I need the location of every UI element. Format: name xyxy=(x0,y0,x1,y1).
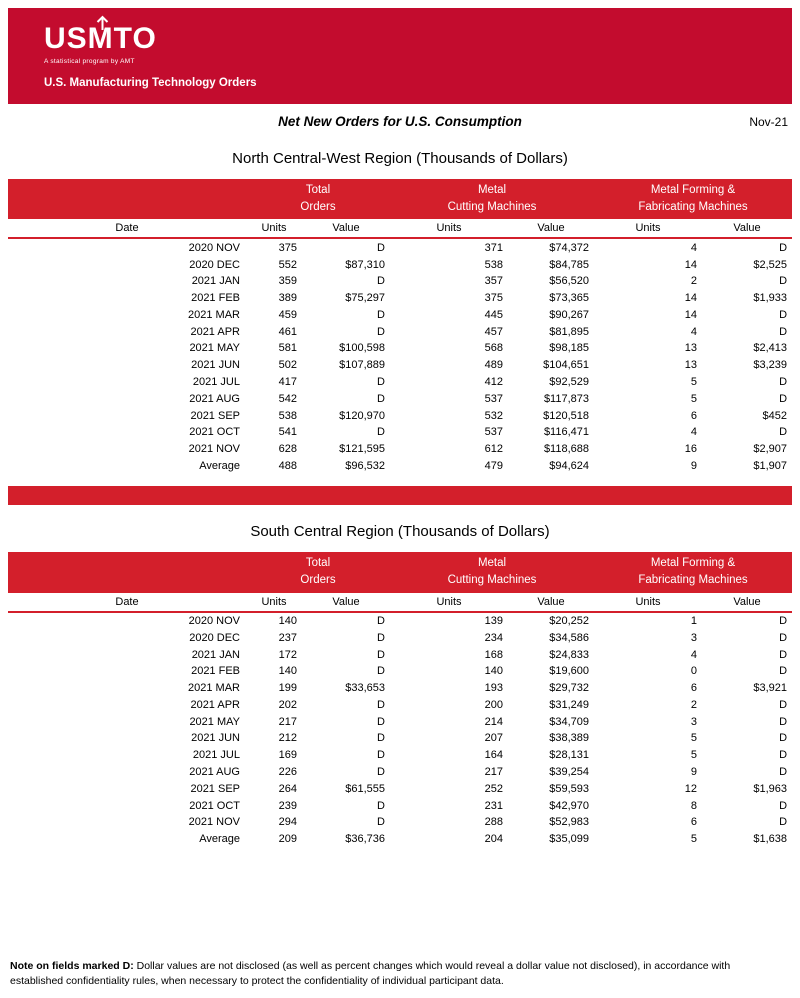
cell-total-units: 199 xyxy=(278,682,297,695)
cell-forming-value: D xyxy=(779,766,788,779)
up-arrow-icon xyxy=(95,14,110,36)
cell-total-value: D xyxy=(377,615,385,628)
cell-forming-units: 2 xyxy=(690,275,698,288)
cell-forming-units: 0 xyxy=(690,665,698,678)
report-month-label: Nov-21 xyxy=(749,115,788,129)
cell-date: 2020 DEC xyxy=(189,258,240,271)
col-header-value: Value xyxy=(702,219,792,238)
cell-date: 2020 NOV xyxy=(188,241,240,254)
cell-forming-units: 5 xyxy=(690,732,698,745)
cell-cutting-value: $81,895 xyxy=(549,325,590,338)
cell-forming-value: $3,239 xyxy=(753,359,788,372)
table-row xyxy=(8,407,792,424)
cell-date: 2020 DEC xyxy=(189,631,240,644)
cell-total-units: 502 xyxy=(278,359,297,372)
table-row xyxy=(8,764,792,781)
cell-cutting-value: $74,372 xyxy=(549,241,590,254)
orders-table xyxy=(8,552,792,847)
cell-date: 2021 APR xyxy=(190,698,240,711)
cell-forming-value: D xyxy=(779,749,788,762)
cell-forming-value: D xyxy=(779,648,788,661)
cell-forming-units: 6 xyxy=(690,816,698,829)
program-name: U.S. Manufacturing Technology Orders xyxy=(44,77,257,89)
cell-cutting-units: 371 xyxy=(484,241,503,254)
cell-total-value: $96,532 xyxy=(345,459,385,472)
cell-date: Average xyxy=(199,833,240,846)
cell-total-units: 217 xyxy=(278,715,297,728)
cell-forming-value: D xyxy=(779,308,788,321)
cell-cutting-units: 357 xyxy=(484,275,503,288)
cell-total-value: $61,555 xyxy=(345,782,385,795)
cell-total-units: 237 xyxy=(278,631,297,644)
table-row xyxy=(8,797,792,814)
cell-cutting-value: $19,600 xyxy=(549,665,590,678)
cell-forming-units: 1 xyxy=(690,615,698,628)
cell-cutting-value: $117,873 xyxy=(543,392,590,405)
cell-forming-value: $1,907 xyxy=(753,459,788,472)
header-banner xyxy=(8,8,792,104)
average-row xyxy=(8,831,792,848)
cell-forming-value: D xyxy=(779,241,788,254)
table-row xyxy=(8,340,792,357)
cell-cutting-value: $24,833 xyxy=(549,648,590,661)
region-title: South Central Region (Thousands of Dollars) xyxy=(250,523,550,541)
section-divider-band xyxy=(8,486,792,505)
cell-cutting-value: $84,785 xyxy=(549,258,590,271)
cell-forming-value: $452 xyxy=(762,409,788,422)
cell-cutting-units: 204 xyxy=(484,833,503,846)
table-body xyxy=(8,238,792,474)
cell-date: 2021 APR xyxy=(190,325,240,338)
cell-total-units: 169 xyxy=(278,749,297,762)
table-row xyxy=(8,424,792,441)
cell-date: Average xyxy=(199,459,240,472)
cell-cutting-value: $92,529 xyxy=(549,375,590,388)
cell-total-units: 541 xyxy=(278,426,297,439)
cell-total-units: 239 xyxy=(278,799,297,812)
cell-cutting-value: $56,520 xyxy=(549,275,590,288)
cell-cutting-units: 532 xyxy=(484,409,503,422)
cell-forming-value: D xyxy=(779,631,788,644)
cell-total-value: D xyxy=(377,665,385,678)
cell-total-value: D xyxy=(377,799,385,812)
cell-date: 2021 JAN xyxy=(191,648,240,661)
cell-total-value: $87,310 xyxy=(345,258,385,271)
table-row xyxy=(8,713,792,730)
cell-forming-units: 2 xyxy=(690,698,698,711)
cell-date: 2021 AUG xyxy=(189,392,240,405)
group-header-spacer xyxy=(8,552,246,592)
cell-total-value: D xyxy=(377,392,385,405)
cell-forming-units: 6 xyxy=(690,682,698,695)
cell-cutting-units: 234 xyxy=(484,631,503,644)
table-body xyxy=(8,612,792,848)
table-row xyxy=(8,306,792,323)
cell-total-value: $33,653 xyxy=(345,682,385,695)
cell-forming-value: $3,921 xyxy=(753,682,788,695)
cell-cutting-value: $104,651 xyxy=(543,359,590,372)
table-row xyxy=(8,747,792,764)
cell-total-units: 488 xyxy=(278,459,297,472)
cell-forming-value: D xyxy=(779,665,788,678)
table-row xyxy=(8,441,792,458)
cell-cutting-value: $42,970 xyxy=(549,799,590,812)
cell-total-units: 202 xyxy=(278,698,297,711)
table-row xyxy=(8,374,792,391)
cell-total-units: 538 xyxy=(278,409,297,422)
cell-total-value: D xyxy=(377,275,385,288)
cell-date: 2020 NOV xyxy=(188,615,240,628)
region-north-central-west xyxy=(8,150,792,474)
cell-forming-units: 13 xyxy=(684,342,698,355)
doc-title: Net New Orders for U.S. Consumption xyxy=(278,114,522,129)
cell-forming-value: $2,907 xyxy=(753,443,788,456)
cell-forming-units: 5 xyxy=(690,392,698,405)
cell-total-value: $121,595 xyxy=(339,443,385,456)
col-header-units: Units xyxy=(594,593,702,612)
table-row xyxy=(8,238,792,256)
cell-total-units: 209 xyxy=(278,833,297,846)
cell-date: 2021 JUN xyxy=(191,359,240,372)
cell-date: 2021 JUL xyxy=(192,375,240,388)
cell-total-units: 294 xyxy=(278,816,297,829)
col-header-value: Value xyxy=(508,593,594,612)
col-header-date: Date xyxy=(8,219,246,238)
cell-cutting-units: 537 xyxy=(484,426,503,439)
table-row xyxy=(8,780,792,797)
cell-cutting-value: $116,471 xyxy=(543,426,590,439)
table-row xyxy=(8,663,792,680)
group-header-spacer xyxy=(8,179,246,219)
cell-total-value: D xyxy=(377,241,385,254)
cell-date: 2021 MAY xyxy=(189,342,240,355)
cell-total-units: 140 xyxy=(278,665,297,678)
table-row xyxy=(8,629,792,646)
cell-date: 2021 JAN xyxy=(191,275,240,288)
cell-total-value: $120,970 xyxy=(339,409,385,422)
table-row xyxy=(8,730,792,747)
cell-date: 2021 FEB xyxy=(191,292,240,305)
cell-forming-value: D xyxy=(779,715,788,728)
cell-forming-value: $1,963 xyxy=(753,782,788,795)
cell-date: 2021 NOV xyxy=(188,443,240,456)
col-header-value: Value xyxy=(508,219,594,238)
cell-total-units: 359 xyxy=(278,275,297,288)
col-header-units: Units xyxy=(246,219,302,238)
col-header-value: Value xyxy=(302,219,390,238)
cell-total-units: 459 xyxy=(278,308,297,321)
cell-forming-units: 14 xyxy=(684,258,698,271)
cell-cutting-units: 207 xyxy=(484,732,503,745)
cell-cutting-units: 489 xyxy=(484,359,503,372)
cell-total-units: 389 xyxy=(278,292,297,305)
group-header-row xyxy=(8,179,792,219)
group-header-metal-forming: Metal Forming & Fabricating Machines xyxy=(594,552,792,592)
cell-forming-value: $2,525 xyxy=(753,258,788,271)
cell-forming-value: $1,638 xyxy=(753,833,788,846)
cell-forming-units: 5 xyxy=(690,375,698,388)
cell-cutting-units: 252 xyxy=(484,782,503,795)
cell-cutting-units: 375 xyxy=(484,292,503,305)
cell-total-units: 264 xyxy=(278,782,297,795)
cell-forming-units: 6 xyxy=(690,409,698,422)
table-row xyxy=(8,323,792,340)
cell-cutting-value: $39,254 xyxy=(549,766,590,779)
cell-forming-value: D xyxy=(779,325,788,338)
table-row xyxy=(8,357,792,374)
cell-date: 2021 JUL xyxy=(192,749,240,762)
group-header-metal-cutting: Metal Cutting Machines xyxy=(390,552,594,592)
cell-forming-value: $2,413 xyxy=(753,342,788,355)
cell-total-units: 212 xyxy=(278,732,297,745)
cell-forming-value: D xyxy=(779,698,788,711)
cell-forming-units: 5 xyxy=(690,749,698,762)
cell-forming-units: 3 xyxy=(690,715,698,728)
cell-date: 2021 MAR xyxy=(188,682,240,695)
cell-forming-units: 14 xyxy=(684,292,698,305)
note-lead: Note on fields marked D: xyxy=(10,959,134,972)
cell-cutting-units: 139 xyxy=(484,615,503,628)
cell-cutting-units: 412 xyxy=(484,375,503,388)
cell-total-value: D xyxy=(377,698,385,711)
cell-total-units: 172 xyxy=(278,648,297,661)
col-header-units: Units xyxy=(594,219,702,238)
cell-forming-value: D xyxy=(779,392,788,405)
cell-cutting-value: $28,131 xyxy=(549,749,590,762)
cell-forming-units: 9 xyxy=(690,766,698,779)
cell-forming-units: 3 xyxy=(690,631,698,644)
cell-date: 2021 JUN xyxy=(191,732,240,745)
cell-cutting-value: $20,252 xyxy=(549,615,590,628)
cell-cutting-value: $34,709 xyxy=(549,715,590,728)
group-header-total-orders: Total Orders xyxy=(246,179,390,219)
cell-total-units: 628 xyxy=(278,443,297,456)
usmto-logo xyxy=(44,23,157,65)
cell-cutting-units: 168 xyxy=(484,648,503,661)
group-header-row xyxy=(8,552,792,592)
cell-cutting-units: 445 xyxy=(484,308,503,321)
cell-date: 2021 FEB xyxy=(191,665,240,678)
table-row xyxy=(8,273,792,290)
cell-cutting-units: 537 xyxy=(484,392,503,405)
cell-total-value: D xyxy=(377,426,385,439)
cell-cutting-units: 568 xyxy=(484,342,503,355)
table-row xyxy=(8,680,792,697)
cell-total-value: D xyxy=(377,325,385,338)
cell-cutting-value: $73,365 xyxy=(549,292,590,305)
cell-forming-value: D xyxy=(779,732,788,745)
table-row xyxy=(8,256,792,273)
cell-cutting-value: $38,389 xyxy=(549,732,590,745)
cell-cutting-value: $29,732 xyxy=(549,682,590,695)
cell-date: 2021 AUG xyxy=(189,766,240,779)
cell-forming-units: 12 xyxy=(684,782,698,795)
cell-forming-units: 4 xyxy=(690,648,698,661)
orders-table xyxy=(8,179,792,474)
cell-total-value: D xyxy=(377,648,385,661)
cell-cutting-units: 164 xyxy=(484,749,503,762)
table-row xyxy=(8,697,792,714)
cell-forming-value: D xyxy=(779,816,788,829)
cell-total-units: 542 xyxy=(278,392,297,405)
logo-tagline: A statistical program by AMT xyxy=(44,57,135,65)
col-header-value: Value xyxy=(702,593,792,612)
cell-cutting-value: $94,624 xyxy=(549,459,590,472)
cell-cutting-units: 214 xyxy=(484,715,503,728)
cell-cutting-value: $34,586 xyxy=(549,631,590,644)
col-header-units: Units xyxy=(246,593,302,612)
cell-total-value: D xyxy=(377,631,385,644)
group-header-metal-forming: Metal Forming & Fabricating Machines xyxy=(594,179,792,219)
cell-forming-value: D xyxy=(779,275,788,288)
cell-date: 2021 OCT xyxy=(189,426,240,439)
cell-cutting-value: $52,983 xyxy=(549,816,590,829)
cell-forming-units: 4 xyxy=(690,426,698,439)
cell-total-units: 375 xyxy=(278,241,297,254)
cell-total-units: 417 xyxy=(278,375,297,388)
region-title: North Central-West Region (Thousands of Dollars) xyxy=(232,150,568,167)
cell-forming-units: 8 xyxy=(690,799,698,812)
cell-total-value: D xyxy=(377,715,385,728)
cell-cutting-value: $98,185 xyxy=(549,342,590,355)
cell-forming-value: D xyxy=(779,615,788,628)
group-header-metal-cutting: Metal Cutting Machines xyxy=(390,179,594,219)
cell-cutting-units: 457 xyxy=(484,325,503,338)
cell-date: 2021 OCT xyxy=(189,799,240,812)
group-header-total-orders: Total Orders xyxy=(246,552,390,592)
cell-forming-units: 4 xyxy=(690,325,698,338)
cell-cutting-units: 612 xyxy=(484,443,503,456)
col-header-units: Units xyxy=(390,593,508,612)
cell-forming-units: 13 xyxy=(684,359,698,372)
column-header-row xyxy=(8,593,792,612)
confidentiality-note xyxy=(10,959,784,989)
cell-date: 2021 NOV xyxy=(188,816,240,829)
col-header-units: Units xyxy=(390,219,508,238)
cell-forming-units: 4 xyxy=(690,241,698,254)
region-south-central xyxy=(8,523,792,847)
column-header-row xyxy=(8,219,792,238)
cell-total-value: D xyxy=(377,749,385,762)
cell-cutting-units: 231 xyxy=(484,799,503,812)
cell-total-units: 140 xyxy=(278,615,297,628)
table-row xyxy=(8,612,792,630)
col-header-value: Value xyxy=(302,593,390,612)
cell-forming-value: $1,933 xyxy=(753,292,788,305)
cell-total-value: D xyxy=(377,766,385,779)
cell-cutting-units: 140 xyxy=(484,665,503,678)
title-row xyxy=(8,114,792,132)
cell-cutting-units: 193 xyxy=(484,682,503,695)
cell-total-value: D xyxy=(377,308,385,321)
cell-total-value: D xyxy=(377,732,385,745)
cell-forming-units: 9 xyxy=(690,459,698,472)
cell-cutting-value: $31,249 xyxy=(549,698,590,711)
table-row xyxy=(8,390,792,407)
cell-forming-units: 5 xyxy=(690,833,698,846)
table-row xyxy=(8,646,792,663)
cell-total-value: $75,297 xyxy=(345,292,385,305)
cell-cutting-value: $35,099 xyxy=(549,833,590,846)
cell-cutting-units: 217 xyxy=(484,766,503,779)
cell-total-units: 226 xyxy=(278,766,297,779)
note-text: Dollar values are not disclosed (as well as percent changes which would reveal a dollar value not disclosed), in accordance with established confidentiality rules, when necessary to protect the confidentiality of individual participant data. xyxy=(10,959,731,987)
cell-forming-value: D xyxy=(779,375,788,388)
cell-cutting-units: 538 xyxy=(484,258,503,271)
cell-cutting-value: $59,593 xyxy=(549,782,590,795)
cell-total-value: D xyxy=(377,816,385,829)
cell-total-value: $36,736 xyxy=(345,833,385,846)
cell-total-value: $107,889 xyxy=(339,359,385,372)
cell-forming-units: 16 xyxy=(684,443,698,456)
cell-forming-value: D xyxy=(779,426,788,439)
cell-date: 2021 MAY xyxy=(189,715,240,728)
cell-total-units: 552 xyxy=(278,258,297,271)
cell-cutting-value: $120,518 xyxy=(543,409,590,422)
average-row xyxy=(8,458,792,475)
cell-forming-units: 14 xyxy=(684,308,698,321)
cell-total-units: 581 xyxy=(278,342,297,355)
table-row xyxy=(8,814,792,831)
cell-total-value: $100,598 xyxy=(339,342,385,355)
cell-date: 2021 SEP xyxy=(190,409,240,422)
cell-forming-value: D xyxy=(779,799,788,812)
cell-total-units: 461 xyxy=(278,325,297,338)
cell-total-value: D xyxy=(377,375,385,388)
usmto-logo-text: USMTO xyxy=(44,22,157,55)
cell-cutting-units: 200 xyxy=(484,698,503,711)
table-row xyxy=(8,290,792,307)
cell-cutting-units: 479 xyxy=(484,459,503,472)
cell-date: 2021 SEP xyxy=(190,782,240,795)
cell-cutting-value: $90,267 xyxy=(549,308,590,321)
cell-date: 2021 MAR xyxy=(188,308,240,321)
cell-cutting-value: $118,688 xyxy=(543,443,590,456)
cell-cutting-units: 288 xyxy=(484,816,503,829)
col-header-date: Date xyxy=(8,593,246,612)
